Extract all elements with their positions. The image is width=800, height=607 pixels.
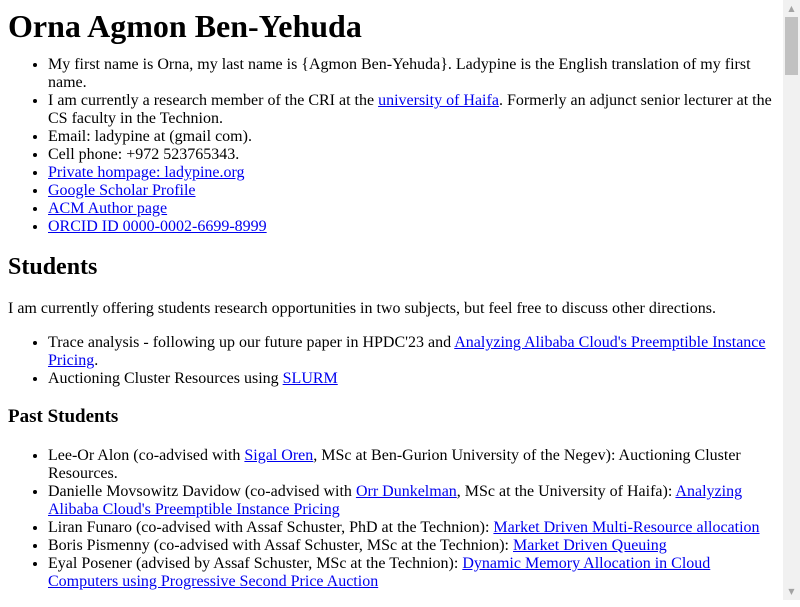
student-text-rest: , MSc at Ben-Gurion University of the Negev): Auctioning Cluster Resources. <box>48 447 741 482</box>
about-item-acm <box>48 200 776 218</box>
university-of-haifa-link[interactable]: university of Haifa <box>378 92 499 109</box>
dynamic-memory-allocation-link[interactable]: Dynamic Memory Allocation in Cloud Computers using Progressive Second Price Auction <box>48 555 711 590</box>
topic-text: Auctioning Cluster Resources using <box>48 370 283 387</box>
email-text: Email: ladypine at (gmail com). <box>48 128 252 145</box>
about-item-phone <box>48 146 776 164</box>
orr-dunkelman-link[interactable]: Orr Dunkelman <box>355 483 457 500</box>
student-text: Boris Pismenny (co-advised with Assaf Schuster, MSc at the Technion): <box>48 537 513 554</box>
current-topics-list <box>8 334 776 388</box>
acm-author-link[interactable]: ACM Author page <box>48 200 168 217</box>
past-student-item <box>48 519 776 537</box>
about-item-scholar <box>48 182 776 200</box>
past-student-item <box>48 483 776 519</box>
scroll-up-arrow-icon[interactable]: ▲ <box>788 4 795 13</box>
about-item-position <box>48 92 776 128</box>
scroll-down-arrow-icon[interactable]: ▼ <box>788 587 795 596</box>
page-content <box>8 0 776 607</box>
phone-text: Cell phone: +972 523765343. <box>48 146 240 163</box>
orcid-link[interactable]: ORCID ID 0000-0002-6699-8999 <box>48 218 267 235</box>
vertical-scrollbar[interactable] <box>783 0 800 600</box>
alibaba-thesis-link[interactable]: Analyzing Alibaba Cloud's Preemptible Instance Pricing <box>48 483 743 518</box>
sigal-oren-link[interactable]: Sigal Oren <box>244 447 314 464</box>
topic-text: Trace analysis - following up our future paper in HPDC'23 and <box>48 334 455 351</box>
students-intro: I am currently offering students research opportunities in two subjects, but feel free to discuss other directions. <box>8 300 716 317</box>
about-list <box>8 56 776 236</box>
student-text-mid: , MSc at the University of Haifa): <box>456 483 676 500</box>
about-item-orcid <box>48 218 776 236</box>
student-text: Liran Funaro (co-advised with Assaf Schuster, PhD at the Technion): <box>48 519 494 536</box>
past-student-item <box>48 537 776 555</box>
student-text: Eyal Posener (advised by Assaf Schuster, MSc at the Technion): <box>48 555 463 572</box>
market-driven-queuing-link[interactable]: Market Driven Queuing <box>513 537 667 554</box>
page-title: Orna Agmon Ben-Yehuda <box>8 8 362 44</box>
topic-trace-analysis <box>48 334 776 370</box>
about-name-text: My first name is Orna, my last name is {Agmon Ben-Yehuda}. Ladypine is the English translation of my first name. <box>48 56 751 91</box>
about-item-email <box>48 128 776 146</box>
student-text: Danielle Movsowitz Davidow (co-advised with <box>48 483 356 500</box>
topic-auctioning <box>48 370 776 388</box>
about-position-text-rest: . Formerly an adjunct senior lecturer at the CS faculty in the Technion. <box>48 92 772 127</box>
multi-resource-allocation-link[interactable]: Market Driven Multi-Resource allocation <box>493 519 760 536</box>
google-scholar-link[interactable]: Google Scholar Profile <box>48 182 196 199</box>
about-position-text: I am currently a research member of the CRI at the <box>48 92 379 109</box>
past-student-item <box>48 555 776 591</box>
about-item-homepage <box>48 164 776 182</box>
students-heading: Students <box>8 254 98 280</box>
private-homepage-link[interactable]: Private hompage: ladypine.org <box>48 164 245 181</box>
past-student-item <box>48 447 776 483</box>
scrollbar-thumb[interactable] <box>785 17 798 75</box>
student-text: Lee-Or Alon (co-advised with <box>48 447 245 464</box>
slurm-link[interactable]: SLURM <box>282 370 338 387</box>
past-students-list <box>8 447 776 591</box>
past-students-heading: Past Students <box>8 406 119 427</box>
about-item-name <box>48 56 776 92</box>
topic-text-end: . <box>94 352 99 369</box>
alibaba-paper-link[interactable]: Analyzing Alibaba Cloud's Preemptible Instance Pricing <box>48 334 766 369</box>
